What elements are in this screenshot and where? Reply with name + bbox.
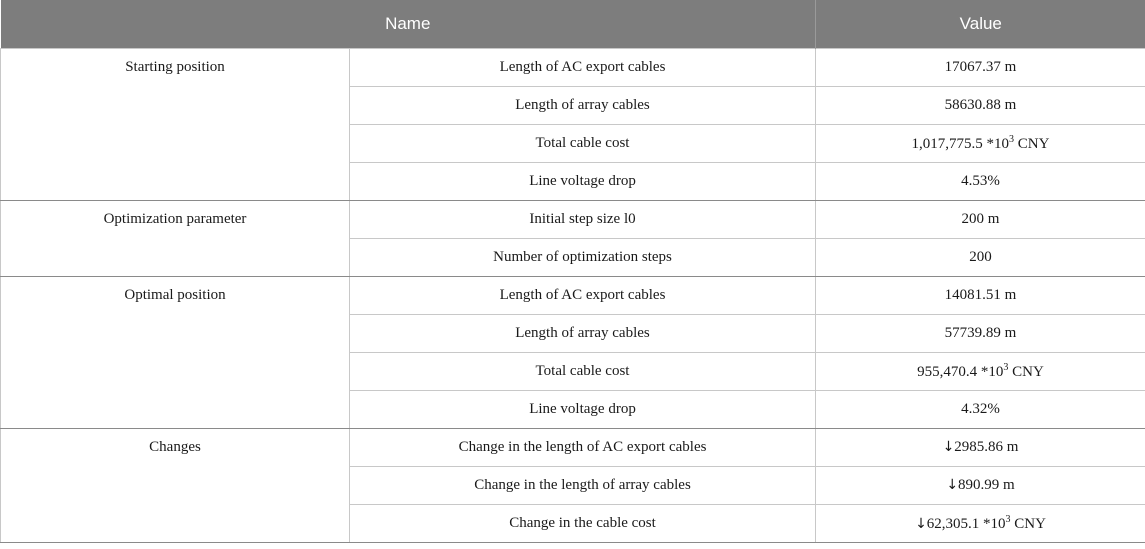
row-label-cell: Length of array cables	[350, 314, 816, 352]
row-value-cell	[816, 238, 1145, 276]
value-unit: CNY	[1014, 135, 1050, 152]
group-name-cell: Changes	[1, 428, 350, 542]
value-unit: CNY	[1008, 363, 1044, 380]
value-text: 2985.86 m	[954, 438, 1019, 455]
value-exponent: 3	[1009, 133, 1015, 145]
group-name-cell: Starting position	[1, 48, 350, 200]
down-arrow-icon: ↓	[946, 476, 959, 493]
row-value-cell	[816, 162, 1145, 200]
value-text: 200	[969, 248, 992, 265]
row-label-cell: Line voltage drop	[350, 162, 816, 200]
table-row	[1, 200, 1145, 238]
row-label-cell: Change in the cable cost	[350, 504, 816, 542]
row-value-cell	[816, 352, 1145, 390]
table-row	[1, 428, 1145, 466]
row-label-cell: Initial step size l0	[350, 200, 816, 238]
row-value-cell	[816, 86, 1145, 124]
value-prefix: 955,470.4 *10	[917, 363, 1004, 380]
row-value-cell	[816, 428, 1145, 466]
table-body	[1, 48, 1145, 542]
row-value-cell	[816, 48, 1145, 86]
value-unit: CNY	[1010, 515, 1046, 532]
down-arrow-icon: ↓	[915, 515, 927, 532]
value-exponent: 3	[1005, 513, 1011, 525]
row-label-cell: Length of array cables	[350, 86, 816, 124]
value-text: 17067.37 m	[944, 58, 1017, 75]
value-text: 4.32%	[961, 400, 1000, 417]
value-exponent: 3	[1003, 361, 1009, 373]
down-arrow-icon: ↓	[942, 438, 955, 455]
row-label-cell: Change in the length of AC export cables	[350, 428, 816, 466]
header-name: Name	[1, 0, 816, 48]
header-value: Value	[816, 0, 1145, 48]
row-value-cell	[816, 200, 1145, 238]
row-value-cell	[816, 466, 1145, 504]
value-prefix: 1,017,775.5 *10	[911, 135, 1010, 152]
value-text: 4.53%	[961, 172, 1000, 189]
row-label-cell: Number of optimization steps	[350, 238, 816, 276]
header-row	[1, 0, 1145, 48]
row-label-cell: Change in the length of array cables	[350, 466, 816, 504]
value-prefix: 62,305.1 *10	[926, 515, 1006, 532]
value-text: 58630.88 m	[944, 96, 1017, 113]
row-label-cell: Total cable cost	[350, 352, 816, 390]
row-value-cell	[816, 314, 1145, 352]
table-header	[1, 0, 1145, 48]
table-row	[1, 276, 1145, 314]
row-value-cell	[816, 390, 1145, 428]
group-name-cell: Optimal position	[1, 276, 350, 428]
row-value-cell	[816, 504, 1145, 542]
value-text: 890.99 m	[958, 476, 1015, 493]
row-value-cell	[816, 276, 1145, 314]
row-value-cell	[816, 124, 1145, 162]
row-label-cell: Length of AC export cables	[350, 276, 816, 314]
value-text: 57739.89 m	[944, 324, 1017, 341]
row-label-cell: Total cable cost	[350, 124, 816, 162]
value-text: 200 m	[961, 210, 1000, 227]
row-label-cell: Length of AC export cables	[350, 48, 816, 86]
table-row	[1, 48, 1145, 86]
row-label-cell: Line voltage drop	[350, 390, 816, 428]
group-name-cell: Optimization parameter	[1, 200, 350, 276]
value-text: 14081.51 m	[944, 286, 1017, 303]
